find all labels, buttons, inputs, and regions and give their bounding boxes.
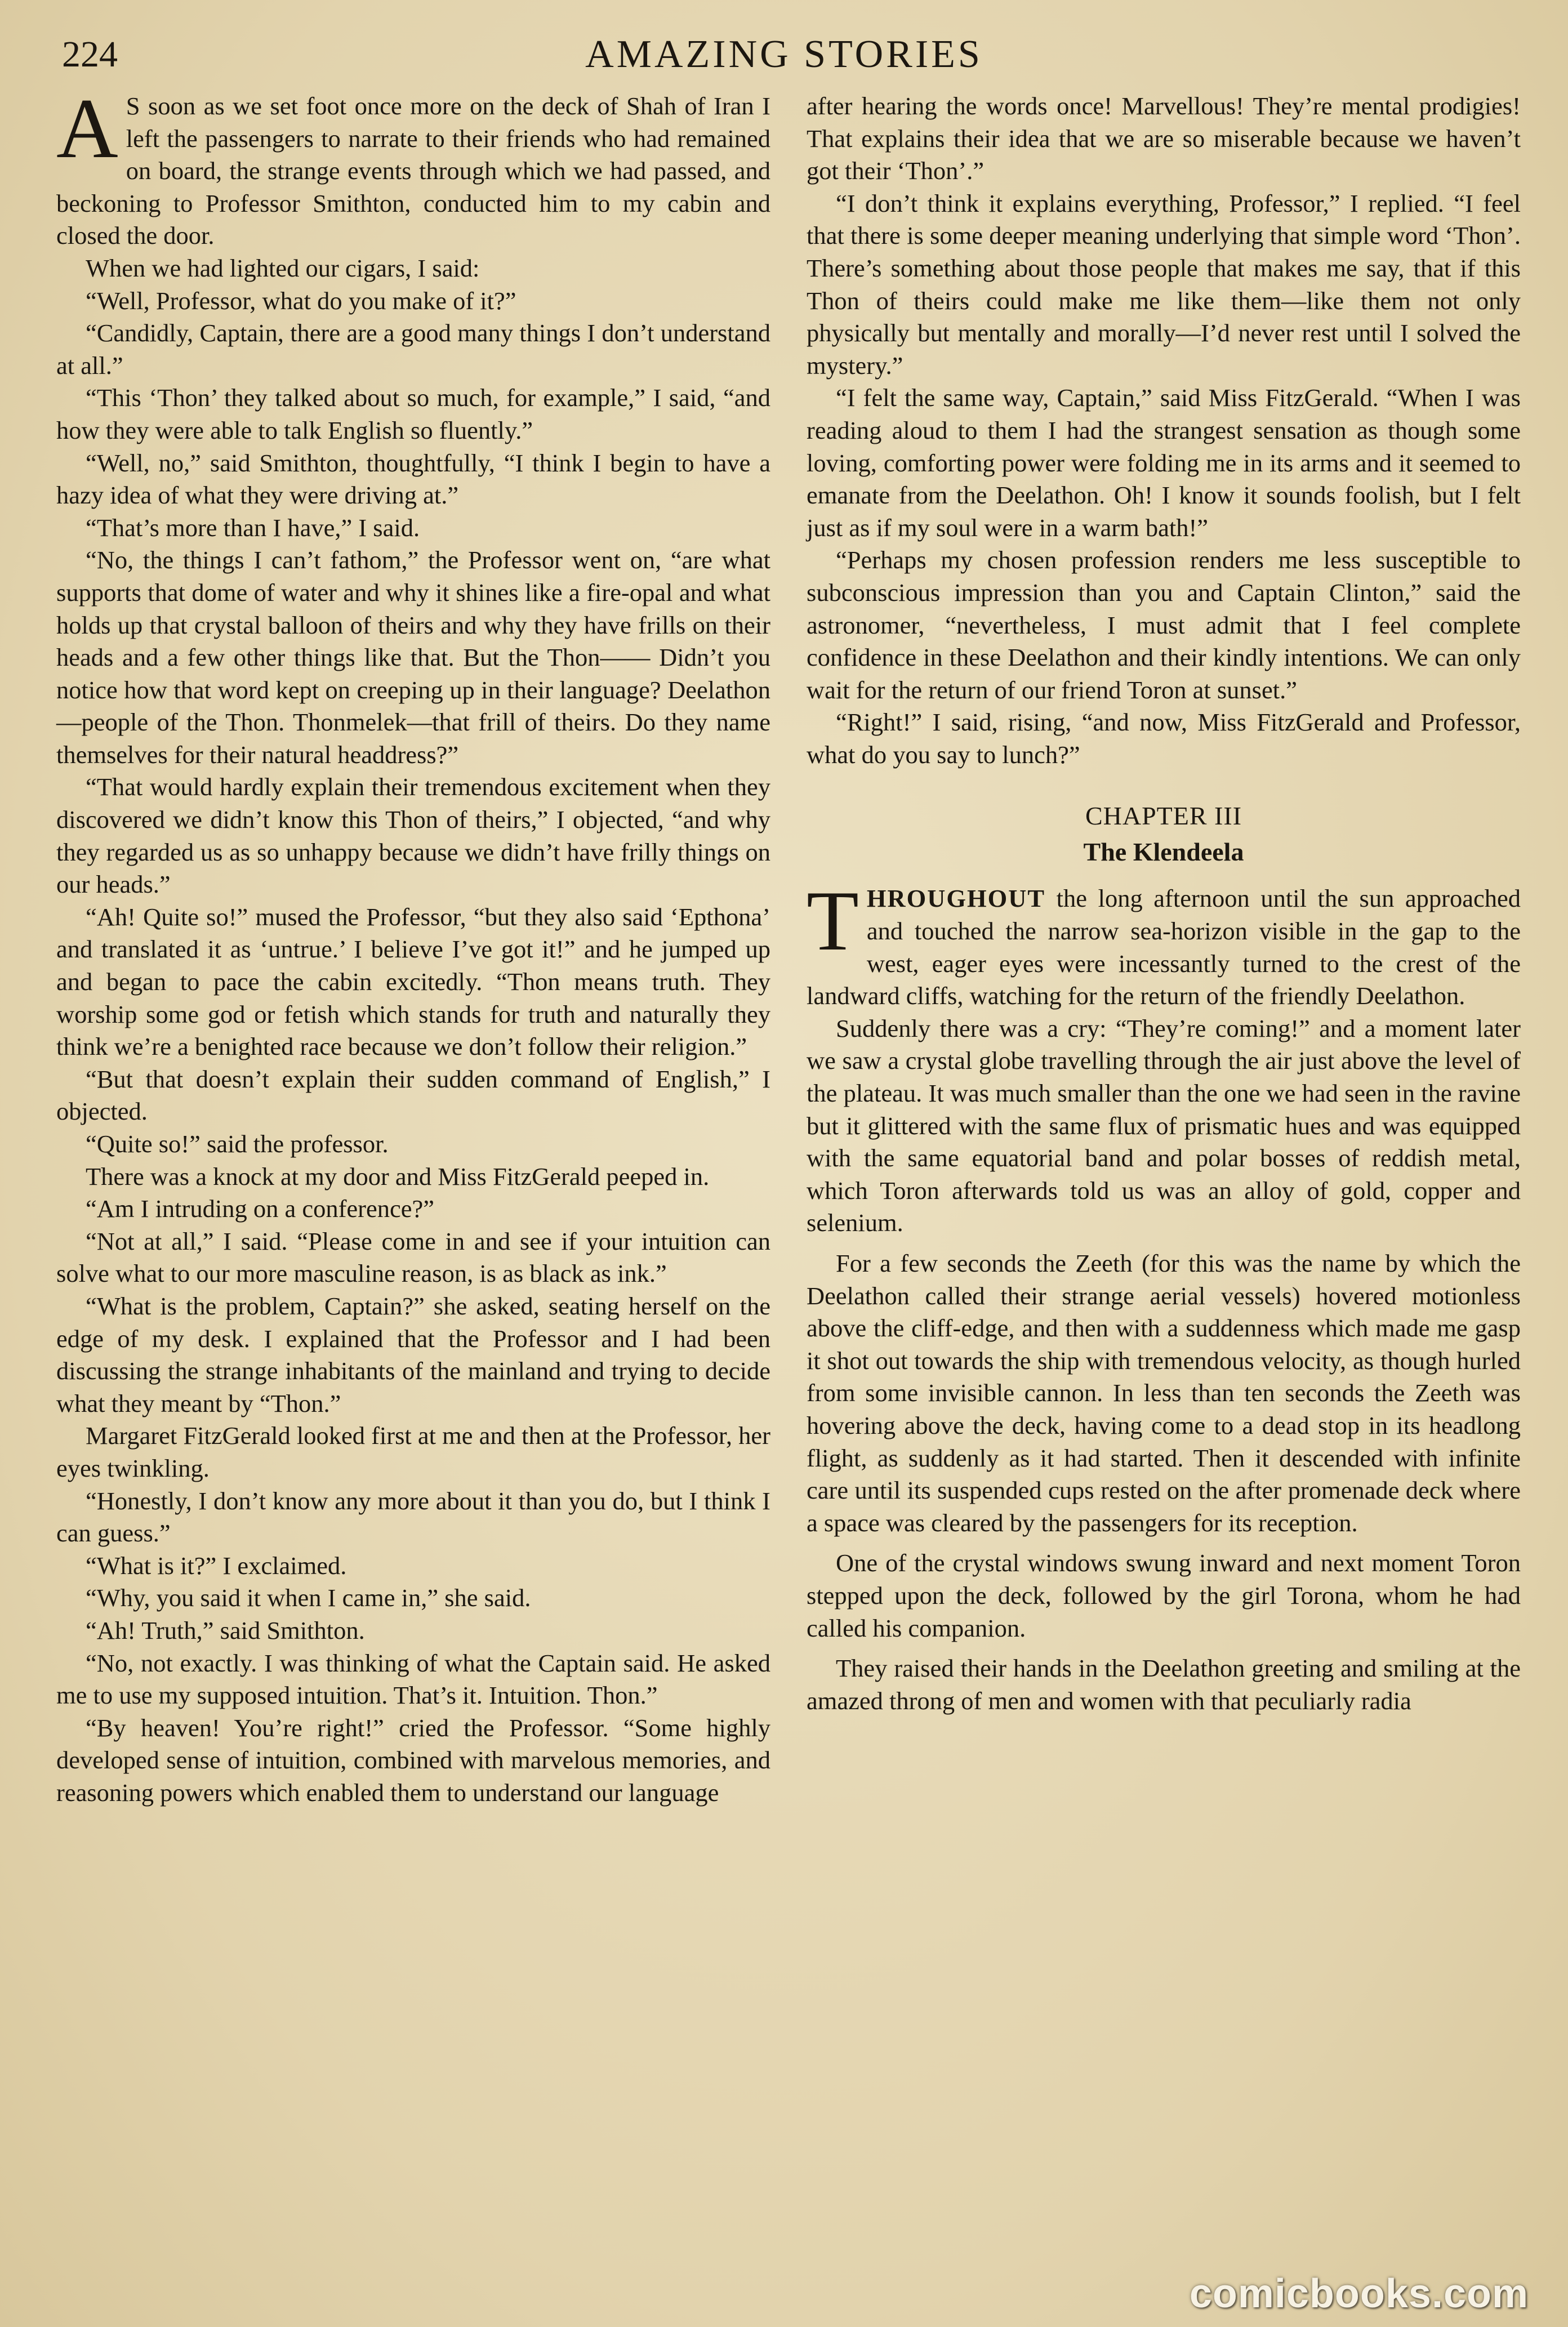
paragraph: “Am I intruding on a conference?” bbox=[86, 1194, 435, 1223]
opening-caps: HROUGHOUT bbox=[866, 884, 1046, 913]
paragraph: “That would hardly explain their tremendous excitement when they discovered we didn’t know this Thon of theirs,” I objected, “and why they regarded us as so unhappy because we didn’t have frilly things on our heads.” bbox=[56, 773, 770, 899]
paragraph: “Perhaps my chosen profession renders me less susceptible to subconscious impression than you and Captain Clinton,” said the astronomer, “nevertheless, I must admit that I feel complete confidence in these Deelathon and their kindly intentions. We can only wait for the return of our friend Toron at sunset.” bbox=[807, 546, 1521, 704]
paragraph: “This ‘Thon’ they talked about so much, for example,” I said, “and how they were able to talk English so fluently.” bbox=[56, 384, 770, 444]
chapter-subtitle: The Klendeela bbox=[1083, 837, 1244, 867]
page-header bbox=[56, 29, 1512, 80]
paragraph: “But that doesn’t explain their sudden command of English,” I objected. bbox=[56, 1064, 770, 1126]
paragraph: “Right!” I said, rising, “and now, Miss FitzGerald and Professor, what do you say to lunch?” bbox=[807, 708, 1521, 769]
paragraph: “Well, Professor, what do you make of it?” bbox=[86, 286, 516, 315]
chapter-opening-paragraph bbox=[807, 873, 1521, 1012]
paragraph: Suddenly there was a cry: “They’re coming!” and a moment later we saw a crystal globe travelling through the air just above the level of the plateau. It was much smaller than the one we had seen in the ravine but it glittered with the same flux of prismatic hues and was equipped with the same equatorial band and polar bosses of reddish metal, which Toron afterwards told us was an alloy of gold, copper and selenium. bbox=[807, 1014, 1521, 1237]
paragraph: “I felt the same way, Captain,” said Miss FitzGerald. “When I was reading aloud to them I had the strangest sensation as though some loving, comforting power were folding me in its arms and it seemed to emanate from the Deelathon. Oh! I know it sounds foolish, but I felt just as if my soul were in a warm bath!” bbox=[807, 384, 1521, 542]
paragraph: “Well, no,” said Smithton, thoughtfully, “I think I begin to have a hazy idea of what they were driving at.” bbox=[56, 448, 770, 510]
paragraph: “Candidly, Captain, there are a good many things I don’t understand at all.” bbox=[56, 319, 770, 380]
paragraph: “That’s more than I have,” I said. bbox=[86, 513, 420, 542]
paragraph: after hearing the words once! Marvellous! They’re mental prodigies! That explains their idea that we are so miserable because we haven’t got their ‘Thon’.” bbox=[807, 92, 1521, 185]
paragraph: “Not at all,” I said. “Please come in and see if your intuition can solve what to our more masculine reason, is as black as ink.” bbox=[56, 1227, 770, 1288]
paragraph: “I don’t think it explains everything, Professor,” I replied. “I feel that there is some deeper meaning underlying that simple word ‘Thon’. There’s something about those people that makes me say, that if this Thon of theirs could make me like them—like them not only physically but mentally and morally—I’d never rest until I solved the mystery.” bbox=[807, 189, 1521, 380]
paragraph: They raised their hands in the Deelathon greeting and smiling at the amazed throng of men and women with that peculiarly radia bbox=[807, 1654, 1521, 1715]
opening-paragraph bbox=[56, 81, 770, 252]
paragraph: “Why, you said it when I came in,” she said. bbox=[86, 1584, 531, 1612]
left-column bbox=[56, 81, 770, 1809]
opening-text: S soon as we set foot once more on the deck of Shah of Iran I left the passengers to narrate to their friends who had remained on board, the strange events through which we had passed, and beckoning to Professor Smithton, conducted him to my cabin and closed the door. bbox=[56, 92, 770, 250]
paragraph: “What is it?” I exclaimed. bbox=[86, 1551, 347, 1580]
paragraph: “What is the problem, Captain?” she asked, seating herself on the edge of my desk. I explained that the Professor and I had been discussing the strange inhabitants of the mainland and trying to decide what they meant by “Thon.” bbox=[56, 1291, 770, 1417]
paragraph: There was a knock at my door and Miss FitzGerald peeped in. bbox=[86, 1162, 710, 1191]
paragraph: “No, the things I can’t fathom,” the Professor went on, “are what supports that dome of water and why it shines like a fire-opal and what holds up that crystal balloon of theirs and why they have frills on their heads and a few other things like that. But the Thon—— Didn’t you notice how that word kept on creeping up in their language? Deelathon —people of the Thon. Thonmelek—that frill of theirs. Do they name themselves for their natural headdress?” bbox=[56, 546, 770, 769]
paragraph: “No, not exactly. I was thinking of what the Captain said. He asked me to use my supposed intuition. That’s it. Intuition. Thon.” bbox=[56, 1648, 770, 1710]
paragraph: “Ah! Quite so!” mused the Professor, “but they also said ‘Epthona’ and translated it as ‘untrue.’ I believe I’ve got it!” and he jumped up and began to pace the cabin excitedly. “Thon means truth. They worship some god or fetish which stands for truth and naturally they think we’re a benighted race because we don’t follow their religion.” bbox=[56, 902, 770, 1061]
paragraph: “Quite so!” said the professor. bbox=[86, 1130, 389, 1158]
running-title: AMAZING STORIES bbox=[585, 33, 983, 76]
paragraph: When we had lighted our cigars, I said: bbox=[86, 253, 480, 282]
drop-cap: T bbox=[807, 873, 859, 969]
drop-cap: A bbox=[56, 81, 118, 176]
right-column bbox=[807, 90, 1521, 1717]
paragraph: For a few seconds the Zeeth (for this was the name by which the Deelathon called their strange aerial vessels) hovered motionless above the cliff-edge, and then with a suddenness which made me gasp it shot out towards the ship with tremendous velocity, as though hurled from some invisible cannon. In less than ten seconds the Zeeth was hovering above the deck, having come to a dead stop in its headlong flight, as suddenly as it had started. Then it descended with infinite care until its suspended cups rested on the after promenade deck where a space was cleared by the passengers for its reception. bbox=[807, 1249, 1521, 1537]
paragraph: “By heaven! You’re right!” cried the Professor. “Some highly developed sense of intuition, combined with marvelous memories, and reasoning powers which enabled them to understand our language bbox=[56, 1713, 770, 1807]
paragraph: Margaret FitzGerald looked first at me and then at the Professor, her eyes twinkling. bbox=[56, 1421, 770, 1482]
chapter-heading: CHAPTER III bbox=[1085, 801, 1242, 831]
page-number: 224 bbox=[62, 34, 118, 75]
paragraph: “Honestly, I don’t know any more about it than you do, but I think I can guess.” bbox=[56, 1486, 770, 1548]
paragraph: One of the crystal windows swung inward and next moment Toron stepped upon the deck, followed by the girl Torona, whom he had called his companion. bbox=[807, 1549, 1521, 1642]
chapter-opening-text: the long afternoon until the sun approached and touched the narrow sea-horizon visible in the gap to the west, eager eyes were incessantly turned to the crest of the landward cliffs, watching for the return of the friendly Deelathon. bbox=[807, 884, 1521, 1010]
site-watermark: comicbooks.com bbox=[1189, 2271, 1529, 2316]
paragraph: “Ah! Truth,” said Smithton. bbox=[86, 1616, 365, 1644]
